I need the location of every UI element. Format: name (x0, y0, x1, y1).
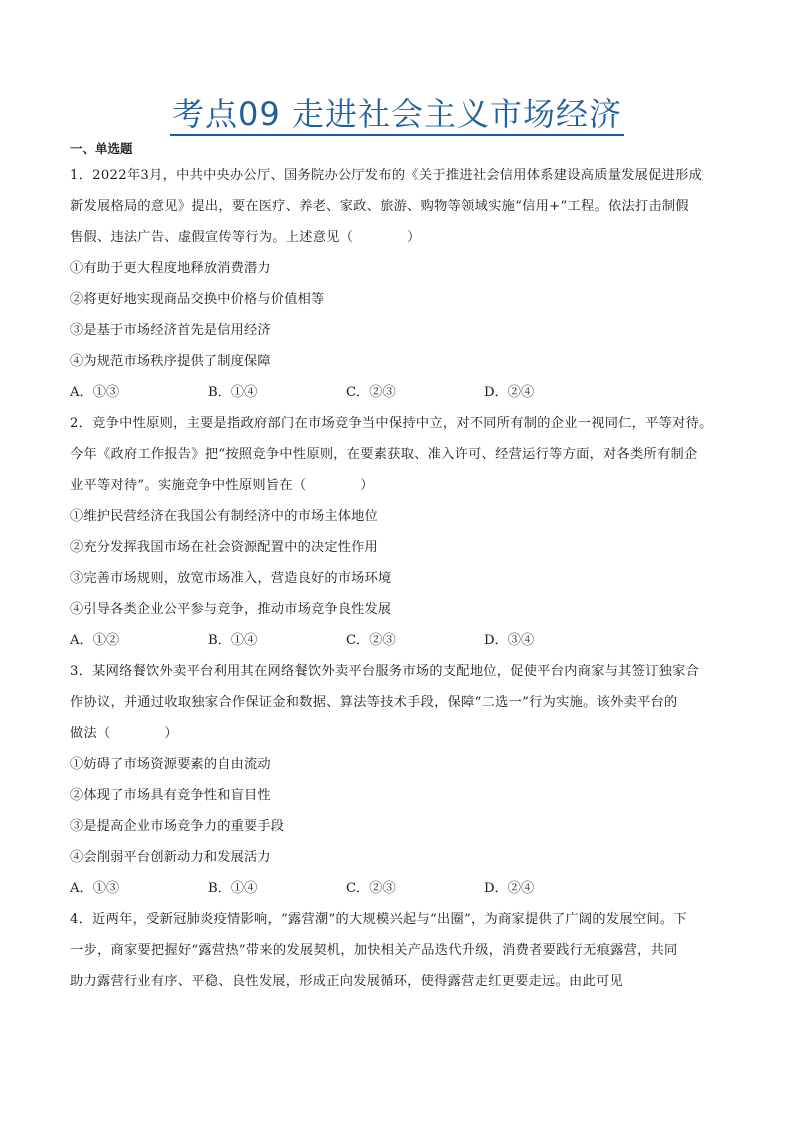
choice-d: D．②④ (484, 881, 535, 896)
statement-option: ①维护民营经济在我国公有制经济中的市场主体地位 (70, 509, 378, 524)
choice-b: B．①④ (208, 881, 258, 896)
statement-option: ③是基于市场经济首先是信用经济 (70, 323, 271, 338)
statement-option: ②将更好地实现商品交换中价格与价值相等 (70, 292, 325, 307)
choice-b: B．①④ (208, 633, 258, 648)
section-heading: 一、单选题 (70, 141, 133, 156)
answer-choices (70, 873, 732, 904)
question-stem-line: 2．竞争中性原则，主要是指政府部门在市场竞争当中保持中立，对不同所有制的企业一视同仁，平等对待。 (70, 416, 713, 431)
statement-option: ③完善市场规则，放宽市场准入，营造良好的市场环境 (70, 571, 392, 586)
question-stem-line: 做法（ ） (70, 726, 178, 741)
question-stem-line: 作协议，并通过收取独家合作保证金和数据、算法等技术手段，保障“二选一”行为实施。该外卖平台的 (70, 695, 678, 710)
choice-a: A．①③ (70, 385, 120, 400)
choice-d: D．③④ (484, 633, 535, 648)
question-stem-line: 4．近两年，受新冠肺炎疫情影响，“露营潮”的大规模兴起与“出圈”，为商家提供了广阔的发展空间。下 (70, 912, 687, 927)
question-stem-line: 业平等对待”。实施竞争中性原则旨在（ ） (70, 478, 374, 493)
choice-a: A．①② (70, 633, 120, 648)
answer-choices (70, 377, 732, 408)
question-3 (70, 656, 732, 904)
question-4 (70, 904, 732, 997)
answer-choices (70, 625, 732, 656)
statement-option: ③是提高企业市场竞争力的重要手段 (70, 819, 285, 834)
statement-option: ②充分发挥我国市场在社会资源配置中的决定性作用 (70, 540, 378, 555)
statement-option: ④引导各类企业公平参与竞争，推动市场竞争良性发展 (70, 602, 392, 617)
statement-option: ④为规范市场秩序提供了制度保障 (70, 354, 271, 369)
choice-c: C．②③ (346, 633, 396, 648)
question-stem-line: 助力露营行业有序、平稳、良性发展，形成正向发展循环，使得露营走红更要走远。由此可见 (70, 974, 623, 989)
statement-option: ①有助于更大程度地释放消费潜力 (70, 261, 271, 276)
question-stem-line: 新发展格局的意见》提出，要在医疗、养老、家政、旅游、购物等领域实施“信用+”工程。依法打击制假 (70, 199, 689, 214)
question-1 (70, 160, 732, 408)
question-stem-line: 3．某网络餐饮外卖平台利用其在网络餐饮外卖平台服务市场的支配地位，促使平台内商家与其签订独家合 (70, 664, 700, 679)
question-stem-line: 一步，商家要把握好“露营热”带来的发展契机，加快相关产品迭代升级，消费者要践行无痕露营，共同 (70, 943, 678, 958)
choice-d: D．②④ (484, 385, 535, 400)
question-stem-line: 今年《政府工作报告》把“按照竞争中性原则，在要素获取、准入许可、经营运行等方面，对各类所有制企 (70, 447, 698, 462)
statement-option: ②体现了市场具有竞争性和盲目性 (70, 788, 271, 803)
choice-a: A．①③ (70, 881, 120, 896)
question-list (70, 160, 732, 997)
choice-c: C．②③ (346, 385, 396, 400)
choice-b: B．①④ (208, 385, 258, 400)
statement-option: ④会削弱平台创新动力和发展活力 (70, 850, 271, 865)
statement-option: ①妨碍了市场资源要素的自由流动 (70, 757, 271, 772)
page-title: 考点09 走进社会主义市场经济 (0, 92, 794, 136)
question-stem-line: 售假、违法广告、虚假宣传等行为。上述意见（ ） (70, 230, 421, 245)
question-2 (70, 408, 732, 656)
choice-c: C．②③ (346, 881, 396, 896)
question-stem-line: 1．2022年3月，中共中央办公厅、国务院办公厅发布的《关于推进社会信用体系建设高质量发展促进形成 (70, 168, 703, 183)
